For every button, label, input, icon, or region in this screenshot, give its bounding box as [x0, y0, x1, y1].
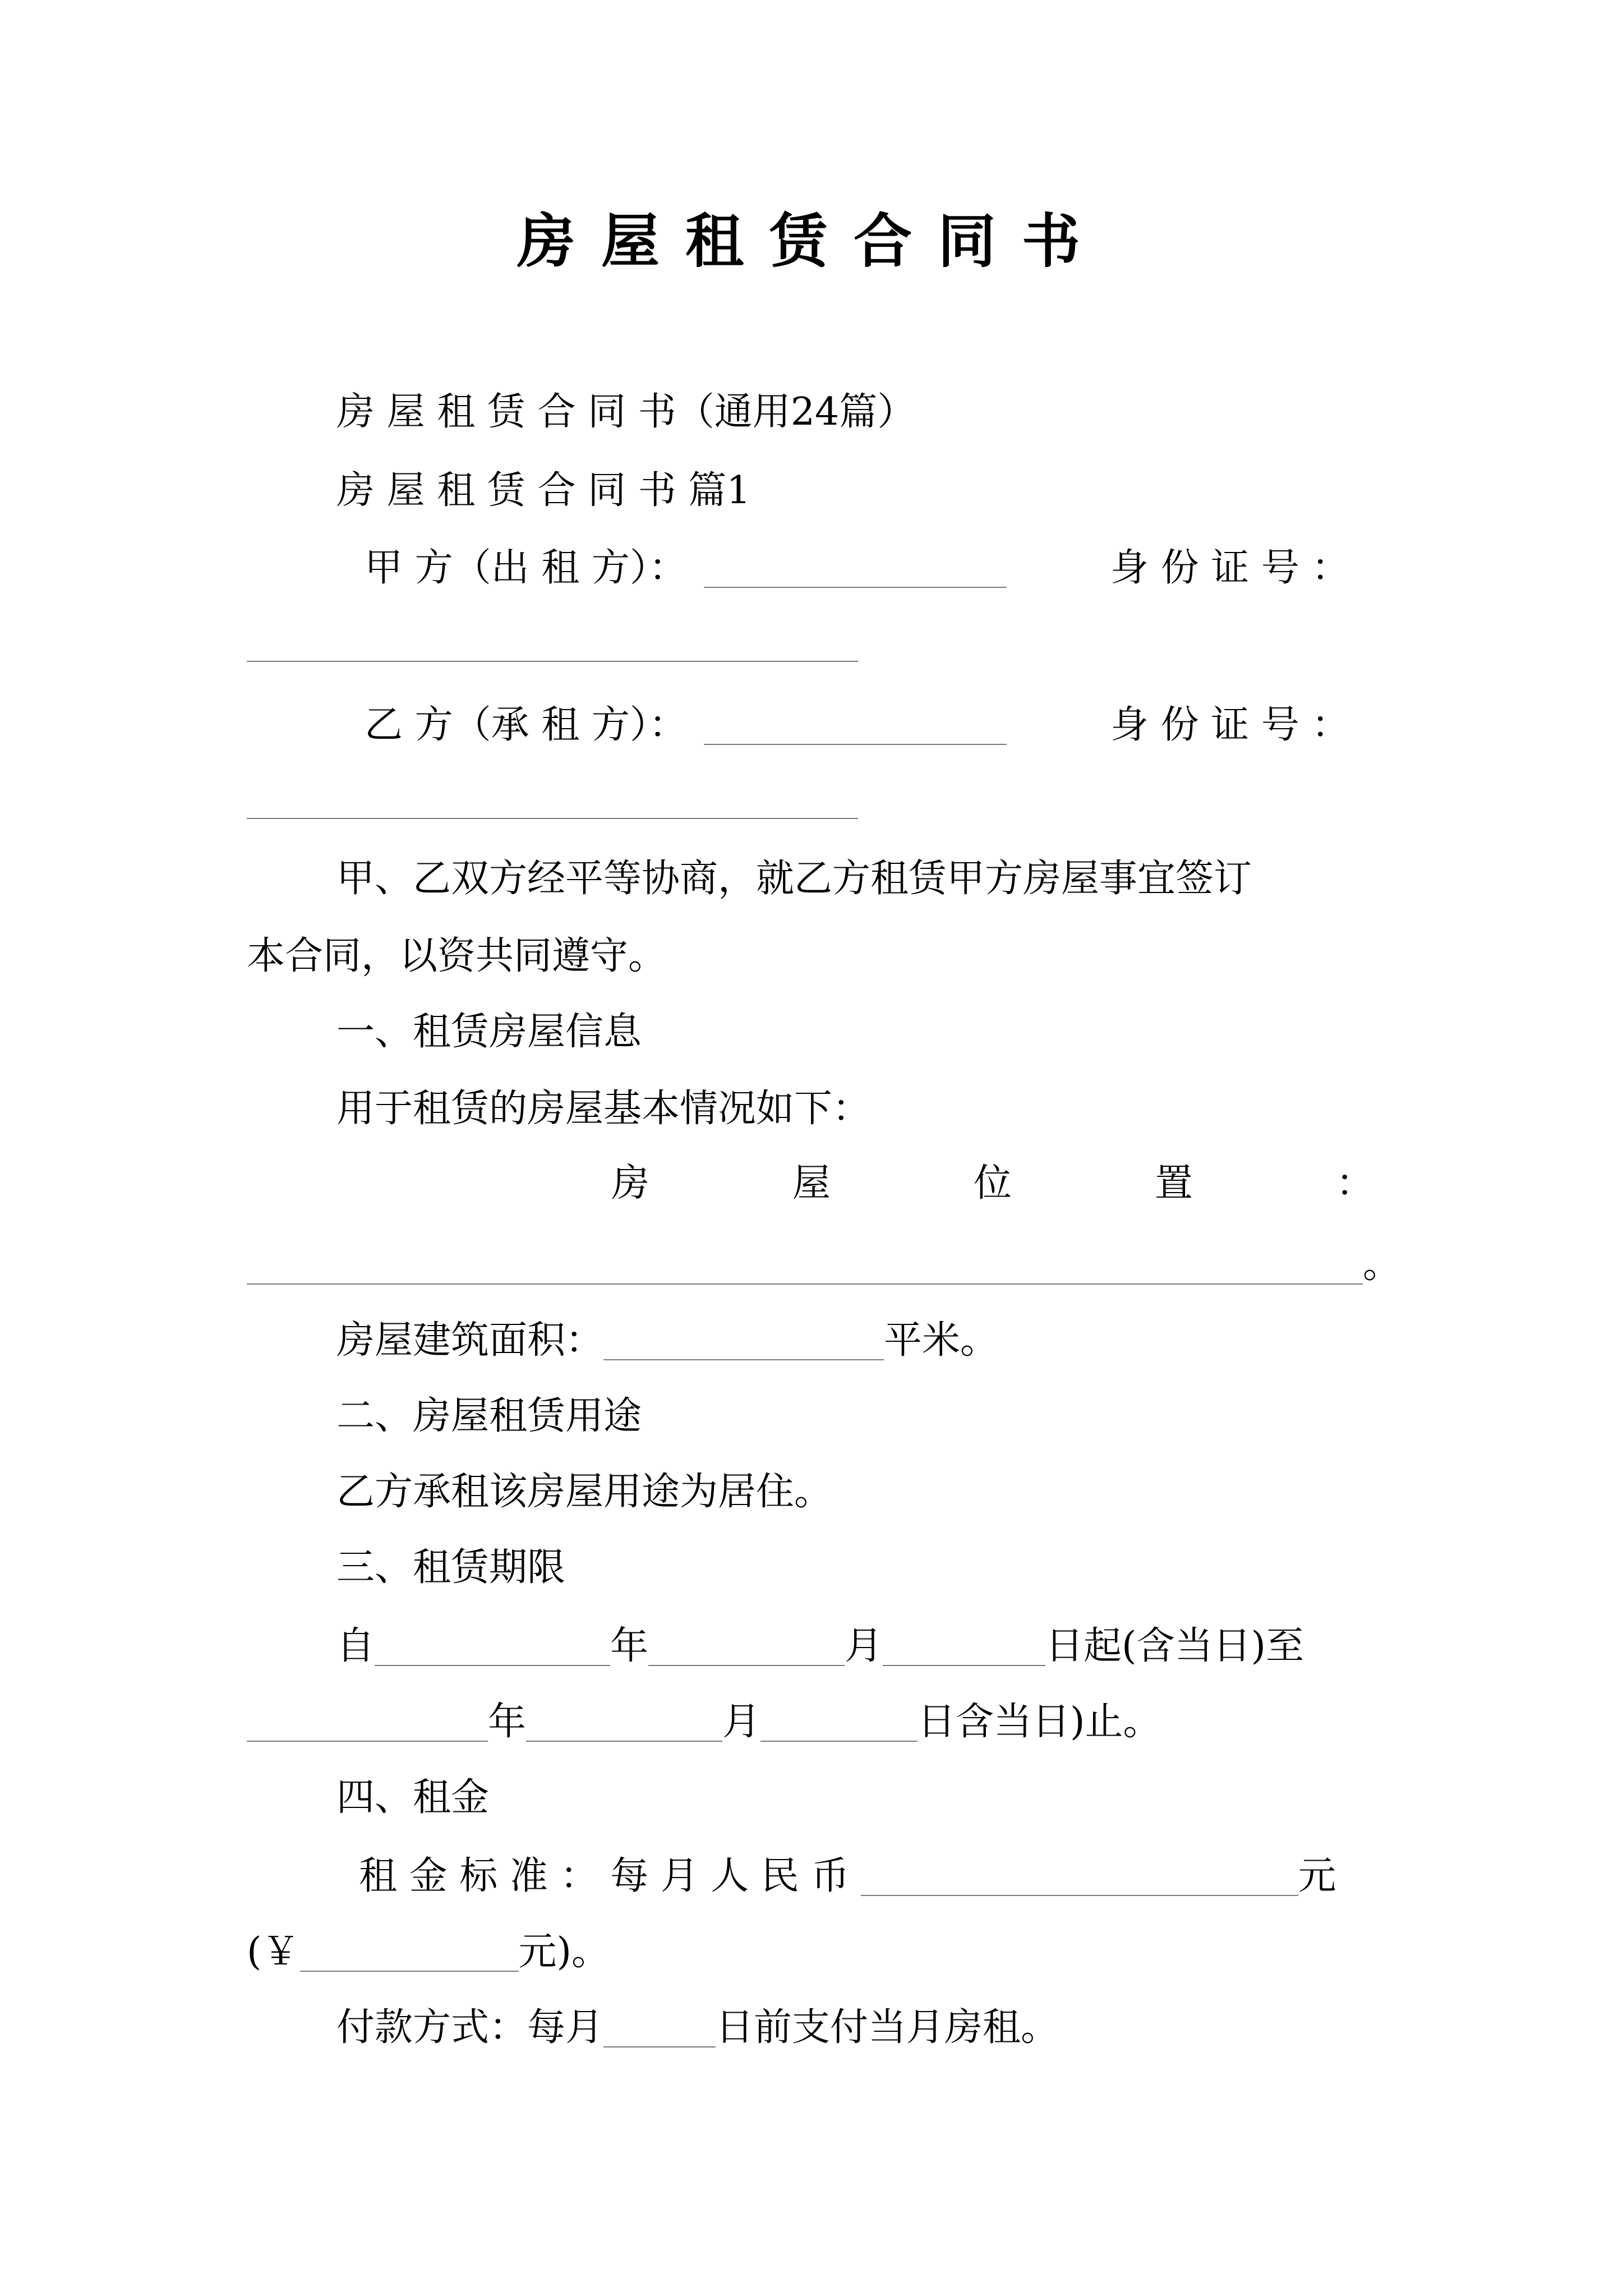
area-unit: 平米。 [884, 1318, 999, 1363]
party-a-row [365, 543, 1007, 593]
heading-part: 房 屋 租 赁 合 同 书 篇1 [336, 468, 751, 513]
term-from-label: 自 [336, 1624, 375, 1668]
location-blank-row [247, 1240, 1401, 1290]
rent-numeric-row [247, 1927, 610, 1977]
location-char-2: 屋 [792, 1161, 831, 1205]
term-end-row [247, 1697, 1161, 1747]
payment-suffix: 日前支付当月房租。 [716, 2005, 1059, 2050]
location-char-4: 置 [1154, 1161, 1193, 1205]
section-3-heading: 三、租赁期限 [336, 1545, 566, 1590]
area-row [336, 1315, 998, 1366]
payment-prefix: 付款方式：每月 [336, 2005, 604, 2050]
location-char-1: 房 [611, 1161, 650, 1205]
party-a-label: 甲 方（出 租 方）： [365, 546, 687, 590]
area-label: 房屋建筑面积： [336, 1318, 604, 1363]
party-b-id-row [247, 774, 858, 825]
heading-main: 房 屋 租 赁 合 同 书（通用24篇） [336, 390, 916, 434]
party-a-id-blank [247, 620, 858, 662]
term-start-month-label: 月 [845, 1624, 883, 1668]
term-end-month-blank [526, 1700, 722, 1742]
term-start-day-label: 日起(含当日)至 [1045, 1624, 1304, 1668]
location-char-3: 位 [973, 1161, 1012, 1205]
party-b-id-label: 身 份 证 号 ： [1110, 703, 1350, 747]
term-end-year-label: 年 [488, 1700, 527, 1744]
payment-day-blank [603, 2006, 716, 2047]
term-end-day-label: 日含当日)止。 [917, 1700, 1161, 1744]
party-b-name-blank [704, 703, 1007, 745]
party-a-id-label: 身 份 证 号 ： [1110, 546, 1350, 590]
term-end-year-blank [247, 1700, 488, 1742]
term-start-day-blank [883, 1625, 1045, 1666]
party-a-id-row [247, 617, 858, 668]
section-4-heading: 四、租金 [336, 1775, 490, 1820]
intro-line-2: 本合同，以资共同遵守。 [247, 934, 667, 978]
intro-line-1: 甲、乙双方经平等协商，就乙方租赁甲方房屋事宜签订 [336, 857, 1252, 901]
term-start-row [336, 1621, 1304, 1672]
location-label-row [611, 1158, 1374, 1209]
rent-yuan-label: 元 [1298, 1854, 1336, 1898]
term-start-year-blank [375, 1625, 610, 1666]
party-b-row [365, 700, 1007, 751]
rent-standard-label: 租 金 标 准 ： 每 月 人 民 币 [359, 1854, 850, 1898]
rent-paren-open: (￥ [247, 1930, 300, 1974]
location-period: 。 [1363, 1243, 1401, 1287]
term-start-month-blank [648, 1625, 845, 1666]
rent-standard-row [359, 1851, 1336, 1902]
term-end-month-label: 月 [722, 1700, 761, 1744]
payment-row [336, 2003, 1059, 2053]
basic-info-text: 用于租赁的房屋基本情况如下： [336, 1087, 871, 1131]
location-blank [247, 1243, 1363, 1285]
party-a-name-blank [704, 546, 1007, 588]
term-start-year-label: 年 [610, 1624, 649, 1668]
section-2-heading: 二、房屋租赁用途 [336, 1394, 642, 1438]
term-end-day-blank [760, 1700, 917, 1742]
document-title: 房屋租赁合同书 [517, 206, 1106, 275]
usage-text: 乙方承租该房屋用途为居住。 [336, 1470, 833, 1514]
rent-amount-blank [861, 1855, 1298, 1896]
area-blank [603, 1319, 884, 1360]
location-char-5: ： [1335, 1161, 1374, 1205]
rent-paren-close: 元)。 [518, 1930, 610, 1974]
section-1-heading: 一、租赁房屋信息 [336, 1010, 642, 1054]
party-b-id-blank [247, 777, 858, 819]
party-b-label: 乙 方（承 租 方）： [365, 703, 687, 747]
rent-numeric-blank [300, 1930, 519, 1972]
